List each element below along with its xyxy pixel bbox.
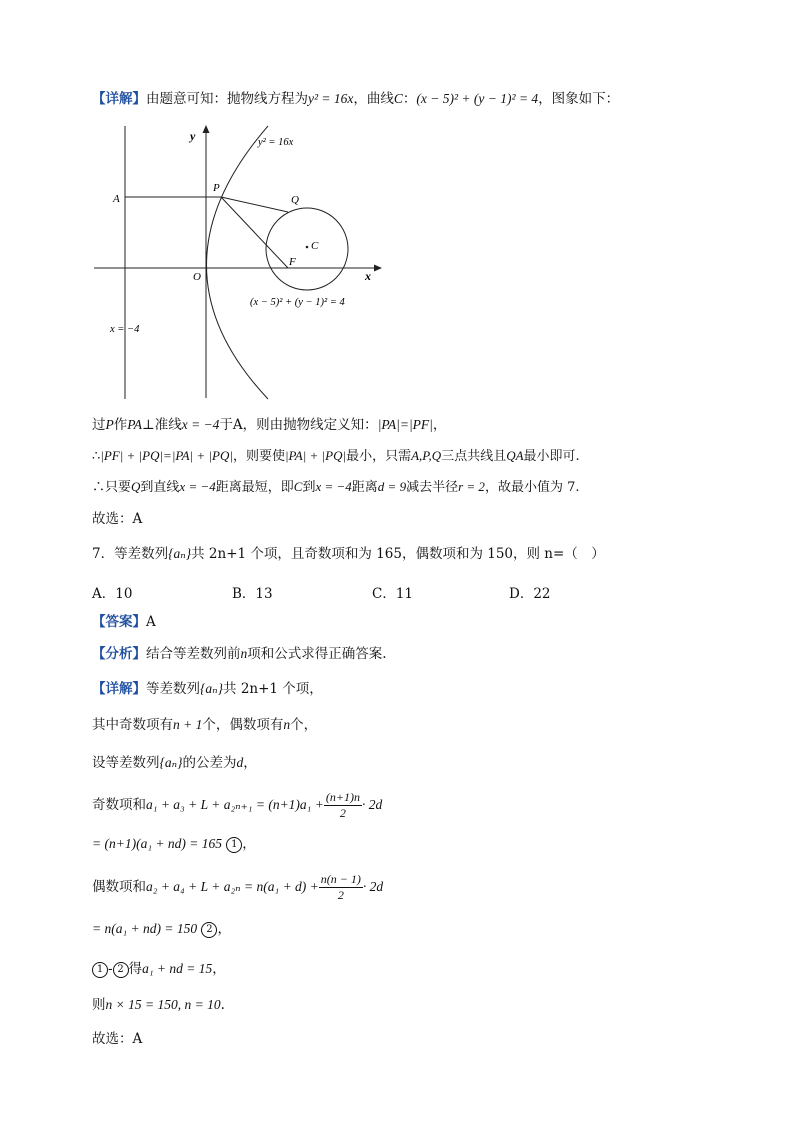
detail2-line-6: 偶数项和a₂ + a₄ + L + a₂ₙ = n(a₁ + d) + $\frac{n(n - 1)}{2}$ · 2d [92, 872, 384, 902]
detail2-line-9: 则n × 15 = 150, n = 10. [92, 997, 225, 1013]
parabola-label: y² = 16x [258, 137, 294, 148]
detail-line-2: 过P作PA⊥准线x = −4于A，则由抛物线定义知：|PA|=|PF|， [92, 417, 447, 433]
detail-line-3: ∴|PF| + |PQ|=|PA| + |PQ|，则要使|PA| + |PQ|最小，只需A,P,Q三点共线且QA最小即可. [92, 448, 580, 464]
detail2-line-8: 1 - 2 得a₁ + nd = 15， [92, 960, 226, 978]
option-b: B．13 [232, 586, 273, 602]
choice-line-2: 故选：A [92, 1031, 143, 1047]
detail-line-1: 【详解】由题意可知：抛物线方程为y² = 16x，曲线C：(x − 5)² + (y − 1)² = 4，图象如下： [92, 91, 620, 107]
detail-line-4: ∴只要Q到直线x = −4距离最短，即C到x = −4距离d = 9减去半径r = 2，故最小值为 7. [92, 479, 580, 495]
circle-c [266, 208, 348, 290]
parabola-curve [207, 126, 269, 399]
answer-line: 【答案】A [92, 614, 156, 630]
parabola-circle-figure [80, 118, 400, 403]
detail-tag: 【详解】 [92, 91, 146, 107]
detail2-line-5: = (n+1)(a₁ + nd) = 165 1 ， [92, 836, 256, 852]
segment-pf [221, 197, 288, 268]
point-c-label: C [311, 240, 319, 252]
point-p-label: P [213, 182, 220, 194]
option-c: C．11 [372, 586, 414, 602]
point-f-label: F [289, 256, 296, 268]
x-axis-label: x [365, 269, 371, 283]
detail2-line-2: 其中奇数项有n + 1个，偶数项有n个， [92, 717, 318, 733]
origin-label: O [193, 271, 201, 283]
y-axis-label: y [190, 129, 196, 143]
detail2-line-1: 【详解】等差数列{aₙ}共 2n+1 个项， [92, 681, 323, 697]
y-axis-arrow [203, 125, 210, 133]
point-q-label: Q [291, 194, 299, 206]
option-a: A．10 [92, 586, 133, 602]
circle-label: (x − 5)² + (y − 1)² = 4 [250, 297, 345, 308]
detail2-line-4: 奇数项和a₁ + a₃ + L + a₂ₙ₊₁ = (n+1)a₁ + $\frac{(n+1)n}{2}$ · 2d [92, 790, 383, 820]
directrix-label: x = −4 [110, 324, 140, 335]
point-a-label: A [113, 193, 120, 205]
option-d: D．22 [509, 586, 551, 602]
parabola-equation: y² = 16x [308, 91, 354, 106]
center-dot [306, 246, 309, 249]
x-axis-arrow [374, 265, 382, 272]
analysis-line: 【分析】结合等差数列前n项和公式求得正确答案. [92, 646, 387, 662]
segment-pq [221, 197, 288, 212]
detail2-line-7: = n(a₁ + nd) = 150 2 ， [92, 921, 231, 937]
detail2-line-3: 设等差数列{aₙ}的公差为d， [92, 755, 257, 771]
circle-equation: (x − 5)² + (y − 1)² = 4 [416, 91, 539, 106]
choice-line-1: 故选：A [92, 511, 143, 527]
question-7: 7．等差数列{aₙ}共 2n+1 个项，且奇数项和为 165，偶数项和为 150，则 n=（ ） [92, 546, 605, 562]
